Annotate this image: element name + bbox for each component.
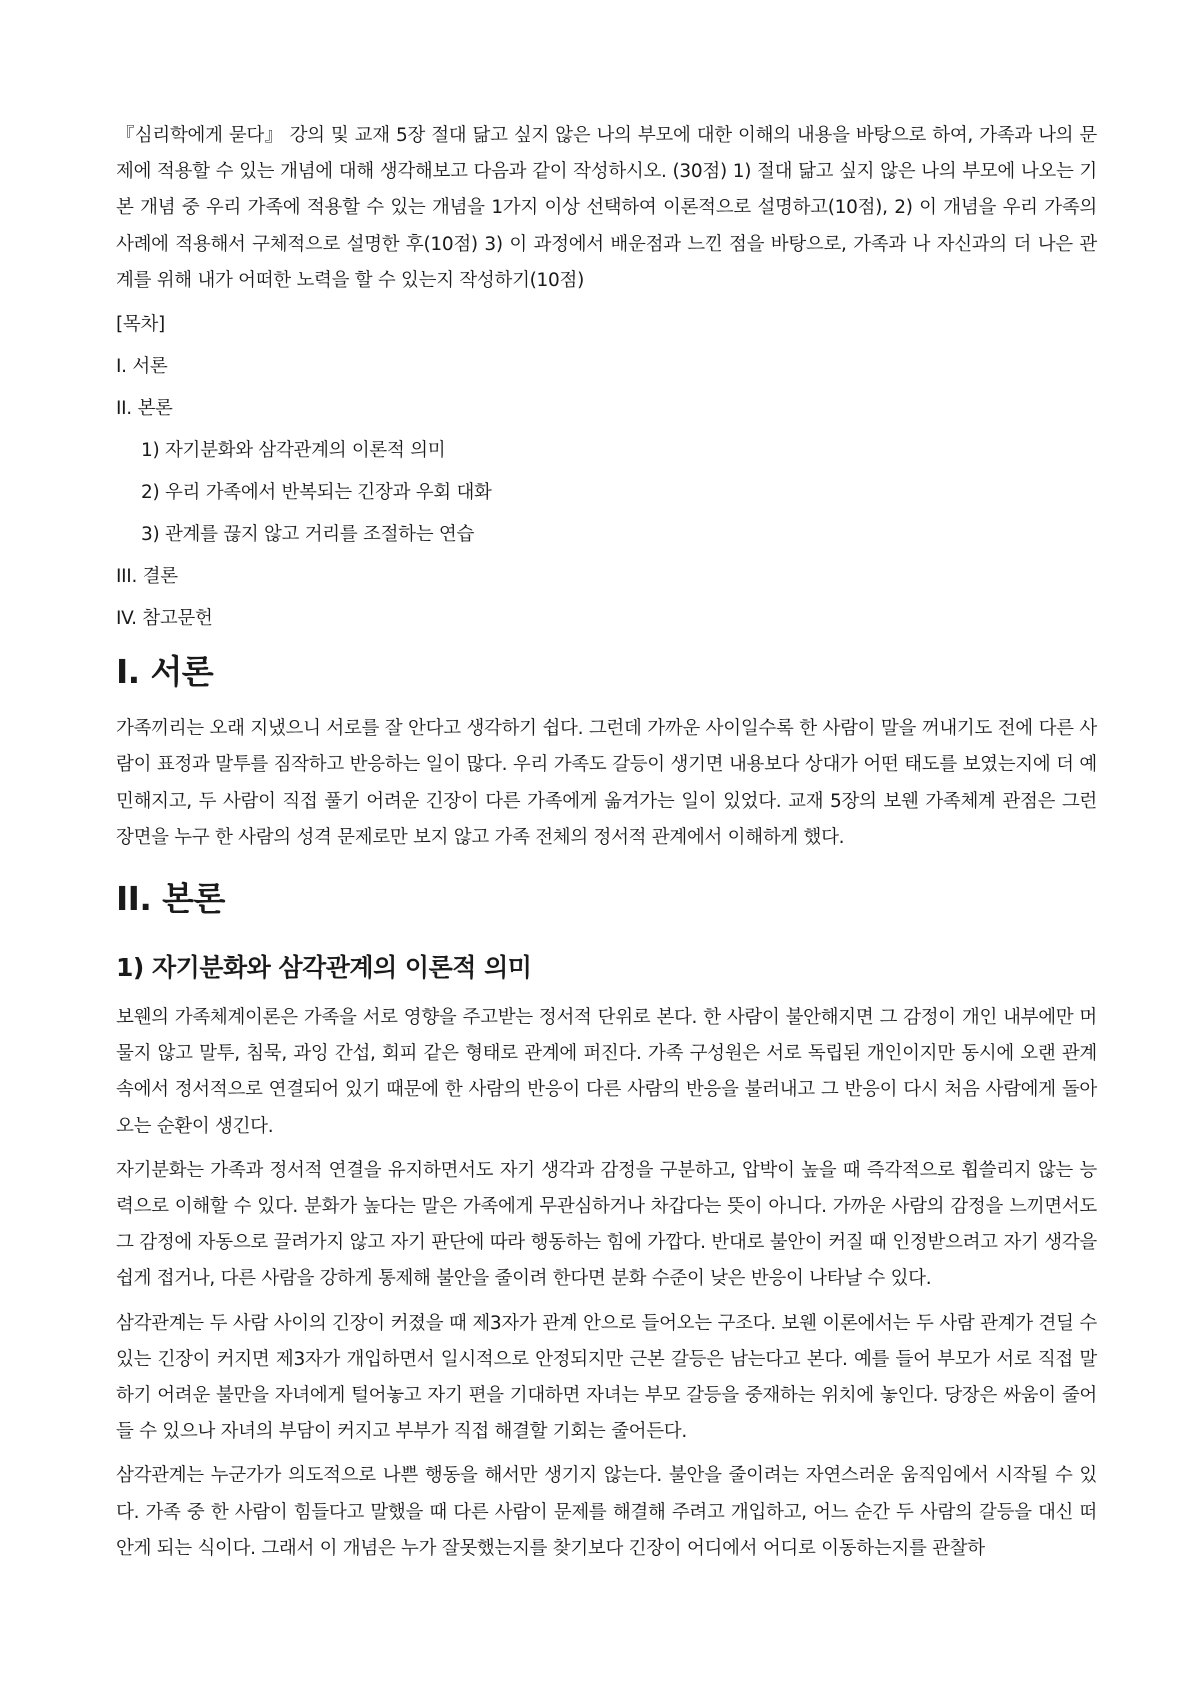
- assignment-prompt: 『심리학에게 묻다』 강의 및 교재 5장 절대 닮고 싶지 않은 나의 부모에 대한 이해의 내용을 바탕으로 하여, 가족과 나의 문제에 적용할 수 있는 개념에 대해 생각해보고 다음과 같이 작성하시오. (30점) 1) 절대 닮고 싶지 않은 나의 부모에 나오는 기본 개념 중 우리 가족에 적용할 수 있는 개념을 1가지 이상 선택하여 이론적으로 설명하고(10점), 2) 이 개념을 우리 가족의 사례에 적용해서 구체적으로 설명한 후(10점) 3) 이 과정에서 배운점과 느낀 점을 바탕으로, 가족과 나 자신과의 더 나은 관계를 위해 내가 어떠한 노력을 할 수 있는지 작성하기(10점): [116, 125, 1097, 291]
- toc-item-body-1: 1) 자기분화와 삼각관계의 이론적 의미: [141, 440, 446, 462]
- toc-item-body-2: 2) 우리 가족에서 반복되는 긴장과 우회 대화: [141, 482, 492, 504]
- section-heading-introduction: I. 서론: [116, 652, 214, 692]
- table-of-contents: [116, 349, 1097, 637]
- body-paragraph: 자기분화는 가족과 정서적 연결을 유지하면서도 자기 생각과 감정을 구분하고, 압박이 높을 때 즉각적으로 휩쓸리지 않는 능력으로 이해할 수 있다. 분화가 높다는 말은 가족에게 무관심하거나 차갑다는 뜻이 아니다. 가까운 사람의 감정을 느끼면서도 그 감정에 자동으로 끌려가지 않고 자기 판단에 따라 행동하는 힘에 가깝다. 반대로 불안이 커질 때 인정받으려고 자기 생각을 쉽게 접거나, 다른 사람을 강하게 통제해 불안을 줄이려 한다면 분화 수준이 낮은 반응이 나타날 수 있다.: [116, 1159, 1097, 1290]
- toc-item-introduction: I. 서론: [116, 356, 168, 378]
- toc-item-body: II. 본론: [116, 398, 173, 420]
- toc-item-conclusion: III. 결론: [116, 566, 178, 588]
- toc-title: [목차]: [116, 314, 165, 336]
- body-paragraph: 삼각관계는 두 사람 사이의 긴장이 커졌을 때 제3자가 관계 안으로 들어오는 구조다. 보웬 이론에서는 두 사람 관계가 견딜 수 있는 긴장이 커지면 제3자가 개입하면서 일시적으로 안정되지만 근본 갈등은 남는다고 본다. 예를 들어 부모가 서로 직접 말하기 어려운 불만을 자녀에게 털어놓고 자기 편을 기대하면 자녀는 부모 갈등을 중재하는 위치에 놓인다. 당장은 싸움이 줄어들 수 있으나 자녀의 부담이 커지고 부부가 직접 해결할 기회는 줄어든다.: [116, 1312, 1097, 1443]
- body-paragraph: 보웬의 가족체계이론은 가족을 서로 영향을 주고받는 정서적 단위로 본다. 한 사람이 불안해지면 그 감정이 개인 내부에만 머물지 않고 말투, 침묵, 과잉 간섭, 회피 같은 형태로 관계에 퍼진다. 가족 구성원은 서로 독립된 개인이지만 동시에 오랜 관계 속에서 정서적으로 연결되어 있기 때문에 한 사람의 반응이 다른 사람의 반응을 불러내고 그 반응이 다시 처음 사람에게 돌아오는 순환이 생긴다.: [116, 1007, 1097, 1137]
- introduction-paragraph: 가족끼리는 오래 지냈으니 서로를 잘 안다고 생각하기 쉽다. 그런데 가까운 사이일수록 한 사람이 말을 꺼내기도 전에 다른 사람이 표정과 말투를 짐작하고 반응하는 일이 많다. 우리 가족도 갈등이 생기면 내용보다 상대가 어떤 태도를 보였는지에 더 예민해지고, 두 사람이 직접 풀기 어려운 긴장이 다른 가족에게 옮겨가는 일이 있었다. 교재 5장의 보웬 가족체계 관점은 그런 장면을 누구 한 사람의 성격 문제로만 보지 않고 가족 전체의 정서적 관계에서 이해하게 했다.: [116, 718, 1097, 848]
- toc-item-body-3: 3) 관계를 끊지 않고 거리를 조절하는 연습: [141, 524, 475, 546]
- body-paragraph: 삼각관계는 누군가가 의도적으로 나쁜 행동을 해서만 생기지 않는다. 불안을 줄이려는 자연스러운 움직임에서 시작될 수 있다. 가족 중 한 사람이 힘들다고 말했을 때 다른 사람이 문제를 해결해 주려고 개입하고, 어느 순간 두 사람의 갈등을 대신 떠안게 되는 식이다. 그래서 이 개념은 누가 잘못했는지를 찾기보다 긴장이 어디에서 어디로 이동하는지를 관찰하: [116, 1465, 1097, 1559]
- subsection-heading-theory: 1) 자기분화와 삼각관계의 이론적 의미: [116, 953, 532, 983]
- toc-item-references: IV. 참고문헌: [116, 608, 213, 630]
- section-heading-body: II. 본론: [116, 879, 225, 919]
